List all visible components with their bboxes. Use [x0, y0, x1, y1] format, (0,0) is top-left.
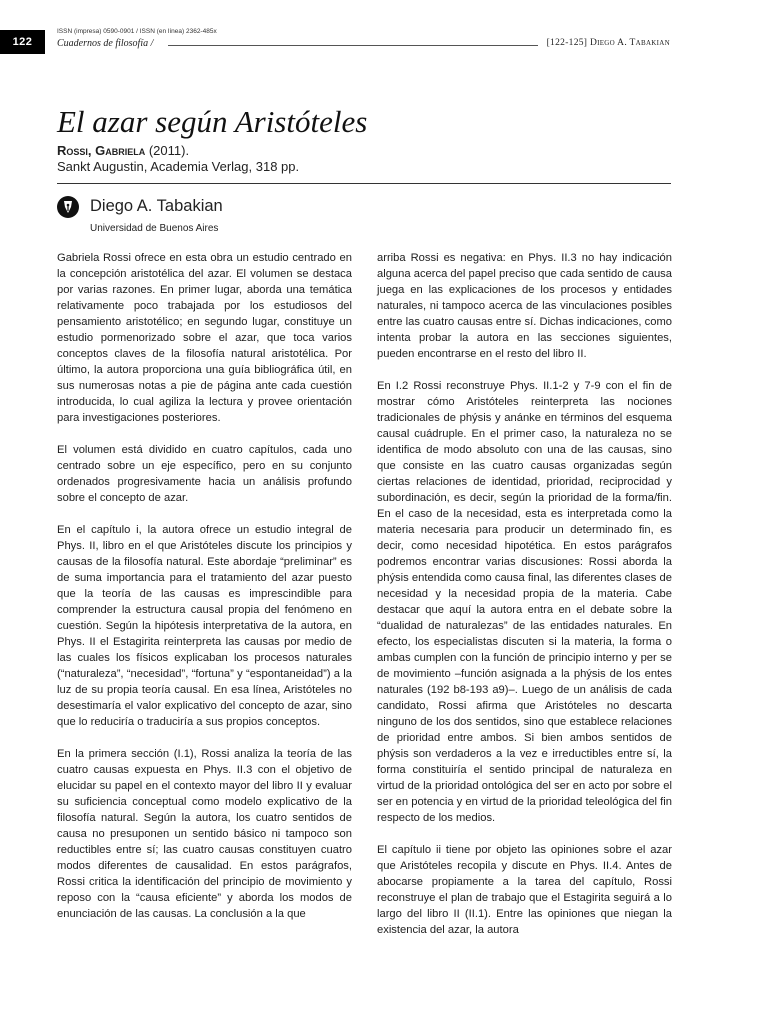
- article-title: El azar según Aristóteles: [57, 104, 368, 139]
- book-year: (2011).: [145, 143, 190, 158]
- body-column-right: [377, 250, 672, 954]
- paragraph: En el capítulo i, la autora ofrece un estudio integral de Phys. II, libro en el que Aristóteles discute los principios y causas de la filosofía natural. Este abordaje “preliminar” es de suma importancia para el tratamiento del azar puesto que la teoría de las causas es imprescindible para comprender la estructura causal propia del fenómeno en cuestión. Según la hipótesis interpretativa de la autora, en Phys. II el Estagirita reinterpreta las causas por medio de las cuales los físicos explicaban los procesos naturales (“naturaleza”, “necesidad”, “fortuna” y “espontaneidad”) a la luz de su propia teoría causal. En esa línea, Aristóteles no desestimaría el valor explicativo del concepto de azar, sino que lo reduciría o traduciría a sus propios conceptos.: [57, 524, 352, 728]
- book-publisher: Sankt Augustin, Academia Verlag, 318 pp.: [57, 159, 300, 174]
- paragraph: El volumen está dividido en cuatro capítulos, cada uno centrado sobre un eje específico, pero en su conjunto ordenados progresivamente hacia un análisis profundo sobre el concepto de azar.: [57, 444, 352, 504]
- paragraph: En I.2 Rossi reconstruye Phys. II.1-2 y 7-9 con el fin de mostrar cómo Aristóteles reinterpreta las nociones tradicionales de phýsis y anánke en términos del esquema causal cuádruple. En el primer caso, la naturaleza no se identifica de modo absoluto con una de las causas, sino que consiste en las cuatro causas organizadas según ciertas relaciones de identidad, prioridad, reciprocidad y subordinación, es decir, según la prioridad de la forma/fin. En el caso de la necesidad, esta es interpretada como la materia necesaria para producir un determinado fin, es decir, como necesidad hipotética. En estos parágrafos podremos encontrar varias discusiones: Rossi aborda la phýsis entendida como causa final, las diferentes clases de necesidad y la necesidad propia de la materia. Cabe destacar que aquí la autora entra en el debate sobre la “dualidad de naturalezas” de las entidades naturales. En efecto, los especialistas discuten si la materia, la forma o ambas cumplen con la función de principio interno y per se de movimiento –función asignada a la phýsis de los entes naturales (192 b8-193 a9)–. Luego de un análisis de cada candidato, Rossi afirma que Aristóteles no descarta ninguno de los dos sentidos, sino que establece relaciones de prioridad entre ambos. Si bien ambos sentidos de phýsis son verdaderos a la vez e irreductibles entre sí, la forma constituiría el sentido principal de naturaleza en virtud de la prioridad ontológica del ser en acto por sobre el ser en potencia y en virtud de la prioridad teleológica del fin respecto de los medios.: [377, 380, 672, 824]
- reviewer-name: Diego A. Tabakian: [90, 197, 223, 215]
- page-number: 122: [0, 30, 45, 54]
- paragraph: El capítulo ii tiene por objeto las opiniones sobre el azar que Aristóteles recopila y discute en Phys. II.4. Antes de abocarse propiamente a la tarea del capítulo, Rossi reconstruye el plan de trabajo que el Estagirita seguirá a lo largo del libro II (II.1). Entre las opiniones que niegan la existencia del azar, la autora: [377, 844, 672, 936]
- pen-nib-icon: [57, 196, 79, 218]
- book-citation: [57, 143, 299, 175]
- journal-name: Cuadernos de filosofía /: [57, 38, 154, 49]
- paragraph: Gabriela Rossi ofrece en esta obra un estudio centrado en la concepción aristotélica del azar. El volumen se destaca por varias razones. En primer lugar, aborda una temática relativamente poco trabajada por los estudiosos del pensamiento aristotélico; en segundo lugar, constituye un estudio pormenorizado sobre el azar, que toca varios conceptos claves de la filosofía natural aristotélica. Por último, la autora proporciona una guía bibliográfica útil, en sus numerosas notas a pie de página ante cada cuestión introducida, lo cual agiliza la lectura y provee orientación para investigaciones posteriores.: [57, 252, 352, 424]
- body-column-left: [57, 250, 352, 938]
- title-rule: [57, 183, 671, 184]
- reviewer-affiliation: Universidad de Buenos Aires: [90, 223, 219, 234]
- running-head: [122-125] Diego A. Tabakian: [546, 38, 670, 48]
- issn-line: ISSN (impresa) 0590-0901 / ISSN (en línea) 2362-485x: [57, 28, 217, 35]
- paragraph: En la primera sección (I.1), Rossi analiza la teoría de las cuatro causas expuesta en Phys. II.3 con el objetivo de elucidar su papel en el contexto mayor del libro II y evaluar su suficiencia conceptual como modelo explicativo de la filosofía natural. Según la autora, los cuatro sentidos de causa no presuponen un sentido básico ni tampoco son reductibles entre sí; las cuatro causas constituyen cuatro modos diferentes de causalidad. En estos parágrafos, Rossi critica la identificación del principio de movimiento y reposo con la “causa eficiente” y aborda los modos de enunciación de las causas. La conclusión a la que: [57, 748, 352, 920]
- paragraph: arriba Rossi es negativa: en Phys. II.3 no hay indicación alguna acerca del papel preciso que cada sentido de causa juega en las explicaciones de los procesos y entidades naturales, ni tampoco acerca de las vinculaciones posibles entre las cuatro causas entre sí. Dichas indicaciones, como intenta probar la autora en las secciones siguientes, pueden encontrarse en el resto del libro II.: [377, 252, 672, 360]
- book-author: Rossi, Gabriela: [57, 143, 146, 158]
- header-rule: [168, 45, 538, 46]
